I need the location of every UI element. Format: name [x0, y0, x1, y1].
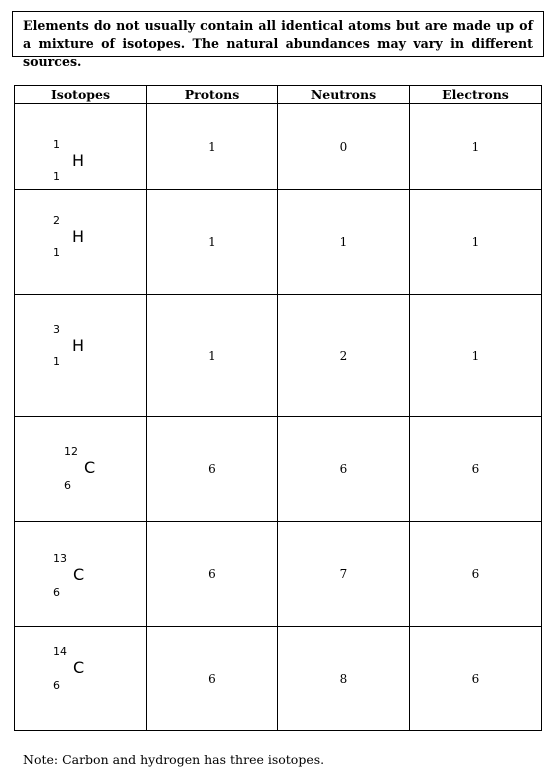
- mass-number: 12: [64, 445, 78, 458]
- neutrons-cell: 7: [278, 522, 410, 627]
- table-row: [15, 627, 542, 731]
- element-symbol: C: [84, 458, 96, 477]
- neutrons-cell: 8: [278, 627, 410, 731]
- neutrons-cell: 2: [278, 295, 410, 417]
- element-symbol: H: [72, 227, 85, 246]
- isotope-cell: [15, 190, 147, 295]
- isotope-cell: [15, 417, 147, 522]
- mass-number: 13: [53, 552, 67, 565]
- element-symbol: C: [73, 565, 85, 584]
- isotope-cell: [15, 522, 147, 627]
- element-symbol: H: [72, 151, 85, 170]
- electrons-cell: 6: [410, 627, 542, 731]
- intro-text: Elements do not usually contain all identical atoms but are made up of a mixture of isotopes. The natural abundances may vary in different sources.: [23, 18, 533, 69]
- header-isotopes: Isotopes: [15, 86, 147, 104]
- electrons-cell: 1: [410, 295, 542, 417]
- protons-cell: 6: [147, 417, 278, 522]
- isotope-cell: [15, 627, 147, 731]
- atomic-number: 1: [53, 246, 60, 259]
- electrons-cell: 6: [410, 417, 542, 522]
- neutrons-cell: 0: [278, 104, 410, 190]
- footnote: Note: Carbon and hydrogen has three isotopes.: [23, 752, 325, 767]
- mass-number: 1: [53, 138, 60, 151]
- electrons-cell: 1: [410, 190, 542, 295]
- isotope-cell: [15, 104, 147, 190]
- neutrons-cell: 6: [278, 417, 410, 522]
- header-electrons: Electrons: [410, 86, 542, 104]
- intro-text-box: [12, 11, 544, 69]
- table-row: [15, 417, 542, 522]
- mass-number: 2: [53, 214, 60, 227]
- isotopes-table: [14, 85, 542, 731]
- table-row: [15, 104, 542, 190]
- atomic-number: 6: [64, 479, 71, 492]
- element-symbol: H: [72, 336, 85, 355]
- atomic-number: 1: [53, 355, 60, 368]
- electrons-cell: 1: [410, 104, 542, 190]
- protons-cell: 1: [147, 104, 278, 190]
- mass-number: 14: [53, 645, 67, 658]
- mass-number: 3: [53, 323, 60, 336]
- electrons-cell: 6: [410, 522, 542, 627]
- table-row: [15, 190, 542, 295]
- table-header-row: [15, 86, 542, 104]
- table-row: [15, 522, 542, 627]
- protons-cell: 6: [147, 627, 278, 731]
- element-symbol: C: [73, 658, 85, 677]
- table-row: [15, 295, 542, 417]
- neutrons-cell: 1: [278, 190, 410, 295]
- protons-cell: 1: [147, 190, 278, 295]
- atomic-number: 1: [53, 170, 60, 183]
- protons-cell: 6: [147, 522, 278, 627]
- atomic-number: 6: [53, 586, 60, 599]
- header-neutrons: Neutrons: [278, 86, 410, 104]
- isotope-cell: [15, 295, 147, 417]
- protons-cell: 1: [147, 295, 278, 417]
- atomic-number: 6: [53, 679, 60, 692]
- header-protons: Protons: [147, 86, 278, 104]
